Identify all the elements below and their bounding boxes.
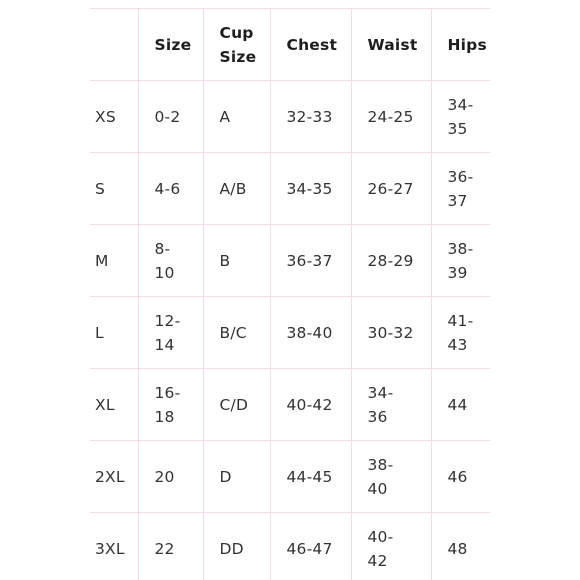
cell-text: B/C: [219, 323, 247, 342]
cell-cup-size: [203, 81, 270, 153]
table-row: [90, 153, 490, 225]
cell-text: 20: [154, 467, 175, 486]
cell-text: 34-35: [286, 179, 333, 198]
cell-label: [90, 225, 138, 297]
cell-waist: [351, 297, 431, 369]
cell-label: [90, 369, 138, 441]
header-cup-size: [203, 9, 270, 81]
cell-text: 41-: [447, 311, 474, 330]
cell-text: 14: [154, 335, 175, 354]
cell-waist: [351, 225, 431, 297]
header-waist: [351, 9, 431, 81]
cell-label: [90, 441, 138, 513]
header-text: Size: [154, 35, 192, 54]
table-row: [90, 297, 490, 369]
cell-text: A/B: [219, 179, 247, 198]
cell-chest: [270, 225, 351, 297]
size-chart: [90, 8, 490, 580]
cell-text: 18: [154, 407, 175, 426]
cell-text: 43: [447, 335, 468, 354]
cell-text: A: [219, 107, 231, 126]
cell-text: 40-: [367, 527, 394, 546]
cell-cup-size: [203, 441, 270, 513]
cell-label: [90, 153, 138, 225]
cell-hips: [431, 153, 490, 225]
cell-text: M: [95, 251, 109, 270]
cell-size: [138, 441, 203, 513]
cell-text: 36-: [447, 167, 474, 186]
cell-text: S: [95, 179, 106, 198]
cell-chest: [270, 441, 351, 513]
cell-size: [138, 297, 203, 369]
size-chart-header: [90, 9, 490, 81]
table-row: [90, 369, 490, 441]
cell-text: 24-25: [367, 107, 414, 126]
cell-waist: [351, 81, 431, 153]
cell-chest: [270, 153, 351, 225]
header-text: Size: [219, 47, 257, 66]
size-chart-body: [90, 81, 490, 580]
header-text: Chest: [286, 35, 338, 54]
cell-text: 34-: [447, 95, 474, 114]
cell-size: [138, 369, 203, 441]
cell-text: L: [95, 323, 104, 342]
cell-chest: [270, 513, 351, 580]
cell-size: [138, 153, 203, 225]
cell-chest: [270, 297, 351, 369]
cell-text: 3XL: [95, 539, 125, 558]
cell-label: [90, 81, 138, 153]
cell-waist: [351, 369, 431, 441]
cell-text: 40: [367, 479, 388, 498]
cell-text: 46: [447, 467, 468, 486]
cell-text: 40-42: [286, 395, 333, 414]
cell-hips: [431, 369, 490, 441]
cell-label: [90, 297, 138, 369]
cell-text: 26-27: [367, 179, 414, 198]
header-text: Hips: [447, 35, 487, 54]
cell-hips: [431, 297, 490, 369]
cell-waist: [351, 513, 431, 580]
cell-text: 8-: [154, 239, 171, 258]
cell-text: D: [219, 467, 232, 486]
cell-text: 38-: [367, 455, 394, 474]
cell-text: 10: [154, 263, 175, 282]
cell-cup-size: [203, 513, 270, 580]
cell-size: [138, 513, 203, 580]
cell-hips: [431, 441, 490, 513]
cell-text: 38-: [447, 239, 474, 258]
cell-waist: [351, 441, 431, 513]
cell-text: 2XL: [95, 467, 125, 486]
cell-hips: [431, 225, 490, 297]
cell-size: [138, 81, 203, 153]
cell-text: 36: [367, 407, 388, 426]
header-text: Cup: [219, 23, 254, 42]
cell-text: 39: [447, 263, 468, 282]
cell-text: B: [219, 251, 231, 270]
cell-text: 0-2: [154, 107, 181, 126]
header-chest: [270, 9, 351, 81]
cell-size: [138, 225, 203, 297]
cell-label: [90, 513, 138, 580]
cell-text: 44: [447, 395, 468, 414]
cell-cup-size: [203, 297, 270, 369]
cell-text: 12-: [154, 311, 181, 330]
cell-text: 16-: [154, 383, 181, 402]
cell-text: XL: [95, 395, 115, 414]
table-row: [90, 225, 490, 297]
cell-text: 46-47: [286, 539, 333, 558]
cell-text: 22: [154, 539, 175, 558]
cell-hips: [431, 81, 490, 153]
cell-cup-size: [203, 369, 270, 441]
table-row: [90, 81, 490, 153]
cell-waist: [351, 153, 431, 225]
cell-cup-size: [203, 225, 270, 297]
cell-text: DD: [219, 539, 244, 558]
header-text: Waist: [367, 35, 418, 54]
cell-text: 37: [447, 191, 468, 210]
cell-chest: [270, 369, 351, 441]
cell-text: 32-33: [286, 107, 333, 126]
cell-text: 30-32: [367, 323, 414, 342]
header-row: [90, 9, 490, 81]
header-size: [138, 9, 203, 81]
cell-text: 42: [367, 551, 388, 570]
cell-text: C/D: [219, 395, 249, 414]
cell-cup-size: [203, 153, 270, 225]
cell-text: 4-6: [154, 179, 181, 198]
cell-text: 44-45: [286, 467, 333, 486]
table-row: [90, 513, 490, 580]
cell-text: XS: [95, 107, 116, 126]
cell-chest: [270, 81, 351, 153]
cell-text: 36-37: [286, 251, 333, 270]
cell-text: 28-29: [367, 251, 414, 270]
cell-text: 38-40: [286, 323, 333, 342]
cell-text: 34-: [367, 383, 394, 402]
cell-hips: [431, 513, 490, 580]
table-row: [90, 441, 490, 513]
header-hips: [431, 9, 490, 81]
cell-text: 48: [447, 539, 468, 558]
header-blank: [90, 9, 138, 81]
size-chart-table: [90, 8, 490, 580]
cell-text: 35: [447, 119, 468, 138]
